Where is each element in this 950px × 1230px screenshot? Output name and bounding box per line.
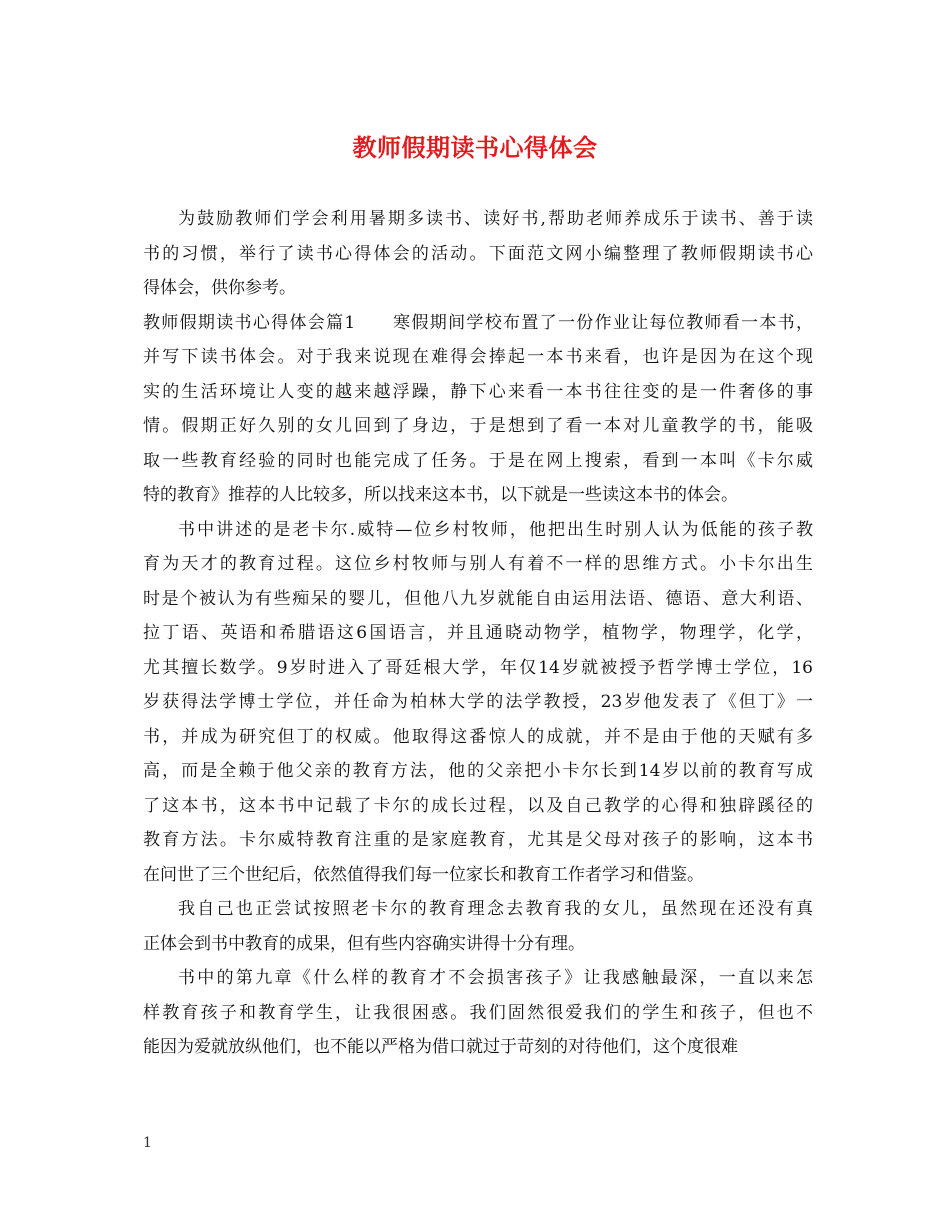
paragraph-line: 了这本书，这本书中记载了卡尔的成长过程，以及自己教学的心得和独辟蹊径的 <box>143 795 813 816</box>
paragraph-line: 并写下读书体会。对于我来说现在难得会捧起一本书来看，也许是因为在这个现 <box>143 347 813 367</box>
document-title: 教师假期读书心得体会 <box>352 133 598 162</box>
paragraph-line: 能因为爱就放纵他们，也不能以严格为借口就过于苛刻的对待他们，这个度很难 <box>143 1037 738 1057</box>
paragraph <box>143 202 813 306</box>
paragraph-line: 取一些教育经验的同时也能完成了任务。于是在网上搜索，看到一本叫《卡尔威 <box>143 450 813 471</box>
paragraph-line: 书，并成为研究但丁的权威。他取得这番惊人的成就，并不是由于他的天赋有多 <box>143 726 813 747</box>
page-number: 1 <box>143 1135 152 1151</box>
paragraph-line: 在问世了三个世纪后，依然值得我们每一位家长和教育工作者学习和借鉴。 <box>143 864 704 885</box>
paragraph-line: 得体会，供你参考。 <box>143 278 296 298</box>
paragraph-line: 实的生活环境让人变的越来越浮躁，静下心来看一本书往往变的是一件奢侈的事 <box>143 381 813 402</box>
paragraph-line: 时是个被认为有些痴呆的婴儿，但他八九岁就能自由运用法语、德语、意大利语、 <box>143 588 813 609</box>
paragraph-line: 教师假期读书心得体会篇1 寒假期间学校布置了一份作业让每位教师看一本书， <box>143 312 813 333</box>
paragraph-line: 特的教育》推荐的人比较多，所以找来这本书，以下就是一些读这本书的体会。 <box>143 485 738 505</box>
paragraph-line: 书的习惯，举行了读书心得体会的活动。下面范文网小编整理了教师假期读书心 <box>143 243 813 264</box>
paragraph-line: 育为天才的教育过程。这位乡村牧师与别人有着不一样的思维方式。小卡尔出生 <box>143 554 813 574</box>
paragraph-line: 教育方法。卡尔威特教育注重的是家庭教育，尤其是父母对孩子的影响，这本书 <box>143 830 813 850</box>
paragraph <box>143 961 813 1065</box>
paragraph-line: 正体会到书中教育的成果，但有些内容确实讲得十分有理。 <box>143 933 585 954</box>
paragraph-line: 情。假期正好久别的女儿回到了身边，于是想到了看一本对儿童教学的书，能吸 <box>143 416 813 436</box>
paragraph-line: 书中的第九章《什么样的教育才不会损害孩子》让我感触最深，一直以来怎 <box>178 968 813 988</box>
paragraph-line: 书中讲述的是老卡尔.威特—位乡村牧师，他把出生时别人认为低能的孩子教 <box>178 519 813 540</box>
paragraph-line: 我自己也正尝试按照老卡尔的教育理念去教育我的女儿，虽然现在还没有真 <box>178 899 813 919</box>
document-body <box>143 202 813 1065</box>
paragraph-line: 高，而是全赖于他父亲的教育方法，他的父亲把小卡尔长到14岁以前的教育写成 <box>143 761 813 781</box>
paragraph-line: 尤其擅长数学。9岁时进入了哥廷根大学，年仅14岁就被授予哲学博士学位，16 <box>143 657 813 678</box>
paragraph-line: 岁获得法学博士学位，并任命为柏林大学的法学教授，23岁他发表了《但丁》一 <box>143 692 813 712</box>
paragraph-line: 为鼓励教师们学会利用暑期多读书、读好书,帮助老师养成乐于读书、善于读 <box>178 209 813 229</box>
paragraph-line: 样教育孩子和教育学生，让我很困惑。我们固然很爱我们的学生和孩子，但也不 <box>143 1002 813 1023</box>
paragraph-line: 拉丁语、英语和希腊语这6国语言，并且通晓动物学，植物学，物理学，化学， <box>143 623 813 643</box>
paragraph <box>143 892 813 961</box>
paragraph <box>143 306 813 513</box>
paragraph <box>143 513 813 893</box>
